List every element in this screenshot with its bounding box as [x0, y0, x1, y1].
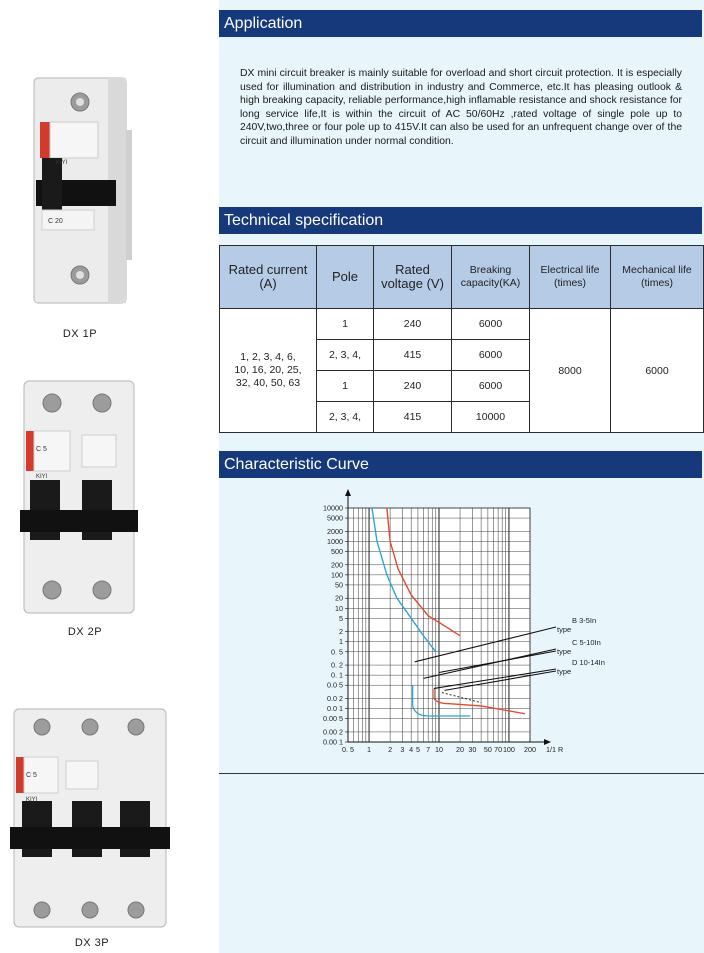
characteristic-curve-chart: [300, 486, 630, 761]
x-tick-labels: [342, 745, 563, 754]
pole-cell: 1: [317, 371, 374, 402]
breaker-2p-brand: KIYI: [36, 474, 48, 480]
pole-cell: 1: [317, 309, 374, 340]
mechanical-life-value: 6000: [611, 309, 704, 433]
x-tick-label: 0. 5: [342, 745, 354, 754]
header-rated-current: Rated current (A): [220, 246, 317, 309]
y-tick-label: 1: [339, 637, 343, 647]
y-tick-label: 0. 2: [331, 660, 343, 670]
y-tick-label: 20: [335, 593, 343, 603]
x-tick-label: 1: [367, 745, 372, 754]
x-tick-label: 4: [409, 745, 414, 754]
y-tick-label: 10000: [323, 503, 343, 513]
product-column: [0, 0, 218, 953]
breaker-1p-rating: C 20: [48, 218, 63, 225]
x-tick-label: 200: [524, 745, 536, 754]
breaking-cell: 6000: [452, 371, 530, 402]
y-tick-label: 50: [335, 580, 343, 590]
x-tick-label: 100: [502, 745, 515, 754]
rated-current-values: 1, 2, 3, 4, 6, 10, 16, 20, 25, 32, 40, 50, 63: [220, 309, 317, 433]
curve-heading: Characteristic Curve: [219, 451, 702, 478]
application-heading: Application: [219, 10, 702, 37]
y-tick-label: 0.00 5: [323, 714, 343, 724]
x-tick-label: 20: [456, 745, 465, 754]
voltage-cell: 415: [374, 402, 452, 433]
legend-sublabel: type: [557, 667, 572, 676]
legend-label: B 3-5In: [572, 616, 597, 625]
y-tick-label: 500: [331, 546, 343, 556]
legend-label: D 10-14In: [572, 658, 605, 667]
y-tick-label: 1000: [327, 536, 343, 546]
breaker-3p-brand: KIYI: [26, 797, 38, 803]
voltage-cell: 240: [374, 371, 452, 402]
pole-cell: 2, 3, 4,: [317, 340, 374, 371]
y-tick-label: 0.0 5: [327, 680, 343, 690]
header-electrical-life: Electrical life (times): [530, 246, 611, 309]
breaker-1p-image: [28, 70, 132, 310]
y-tick-label: 0.0 1: [327, 704, 343, 714]
x-tick-label: 5: [415, 745, 420, 754]
breaker-3p-rating: C 5: [26, 772, 37, 779]
y-tick-label: 0. 1: [331, 670, 343, 680]
y-tick-label: 5: [339, 613, 343, 623]
header-breaking-capacity: Breaking capacity(KA): [452, 246, 530, 309]
voltage-cell: 415: [374, 340, 452, 371]
breaker-3p-image: [10, 705, 170, 933]
legend-sublabel: type: [557, 647, 572, 656]
y-tick-label: 200: [331, 560, 343, 570]
y-tick-label: 2000: [327, 526, 343, 536]
y-tick-label: 0.00 2: [323, 727, 343, 737]
y-tick-label: 0.0 2: [327, 694, 343, 704]
chart-grid: [348, 508, 530, 742]
x-axis-unit: 1/1 R: [546, 745, 564, 754]
x-tick-label: 7: [426, 745, 431, 754]
header-pole: Pole: [317, 246, 374, 309]
y-tick-label: 5000: [327, 513, 343, 523]
spec-table: [219, 245, 704, 433]
y-tick-label: 100: [331, 570, 343, 580]
electrical-life-value: 8000: [530, 309, 611, 433]
y-tick-label: 10: [335, 603, 343, 613]
pole-cell: 2, 3, 4,: [317, 402, 374, 433]
table-row: [220, 309, 704, 340]
y-tick-label: 2: [339, 627, 343, 637]
y-axis-arrow: [345, 489, 351, 496]
header-rated-voltage: Rated voltage (V): [374, 246, 452, 309]
y-tick-label: 0. 5: [331, 647, 343, 657]
breaking-cell: 10000: [452, 402, 530, 433]
x-tick-label: 2: [388, 745, 393, 754]
breaking-cell: 6000: [452, 340, 530, 371]
x-tick-label: 3: [400, 745, 405, 754]
spec-heading: Technical specification: [219, 207, 702, 234]
header-mechanical-life: Mechanical life (times): [611, 246, 704, 309]
y-tick-labels: [323, 504, 348, 747]
x-tick-label: 10: [435, 745, 443, 754]
breaking-cell: 6000: [452, 309, 530, 340]
caption-2p: DX 2P: [67, 626, 103, 638]
legend-sublabel: type: [557, 625, 572, 634]
caption-3p: DX 3P: [74, 937, 110, 949]
breaker-2p-rating: C 5: [36, 446, 47, 453]
x-tick-label: 70: [494, 745, 503, 754]
caption-1p: DX 1P: [62, 328, 98, 340]
breaker-2p-image: [20, 375, 138, 620]
legend-label: C 5-10In: [572, 638, 601, 647]
bottom-divider: [219, 773, 704, 774]
application-text: DX mini circuit breaker is mainly suitable for overload and short circuit protection. It is especially used for illumination and distribution in industry and Commerce, etc.It has pleasing outlook & high breaking capacity, reliable performance,high inflamable resistance and shock resistance for long service life,It is within the circuit of AC 50/60Hz ,rated voltage of single pole up to 240V,two,three or four pole up to 415V.It can also be used for an unfrequent change over of the circuit and illumination under normal condition.: [240, 68, 682, 147]
x-tick-label: 30: [468, 745, 477, 754]
breaker-1p-brand: KIYI: [56, 160, 68, 166]
voltage-cell: 240: [374, 309, 452, 340]
y-tick-label: 0.00 1: [323, 737, 343, 747]
spec-header-row: [220, 246, 704, 309]
x-tick-label: 50: [483, 745, 492, 754]
